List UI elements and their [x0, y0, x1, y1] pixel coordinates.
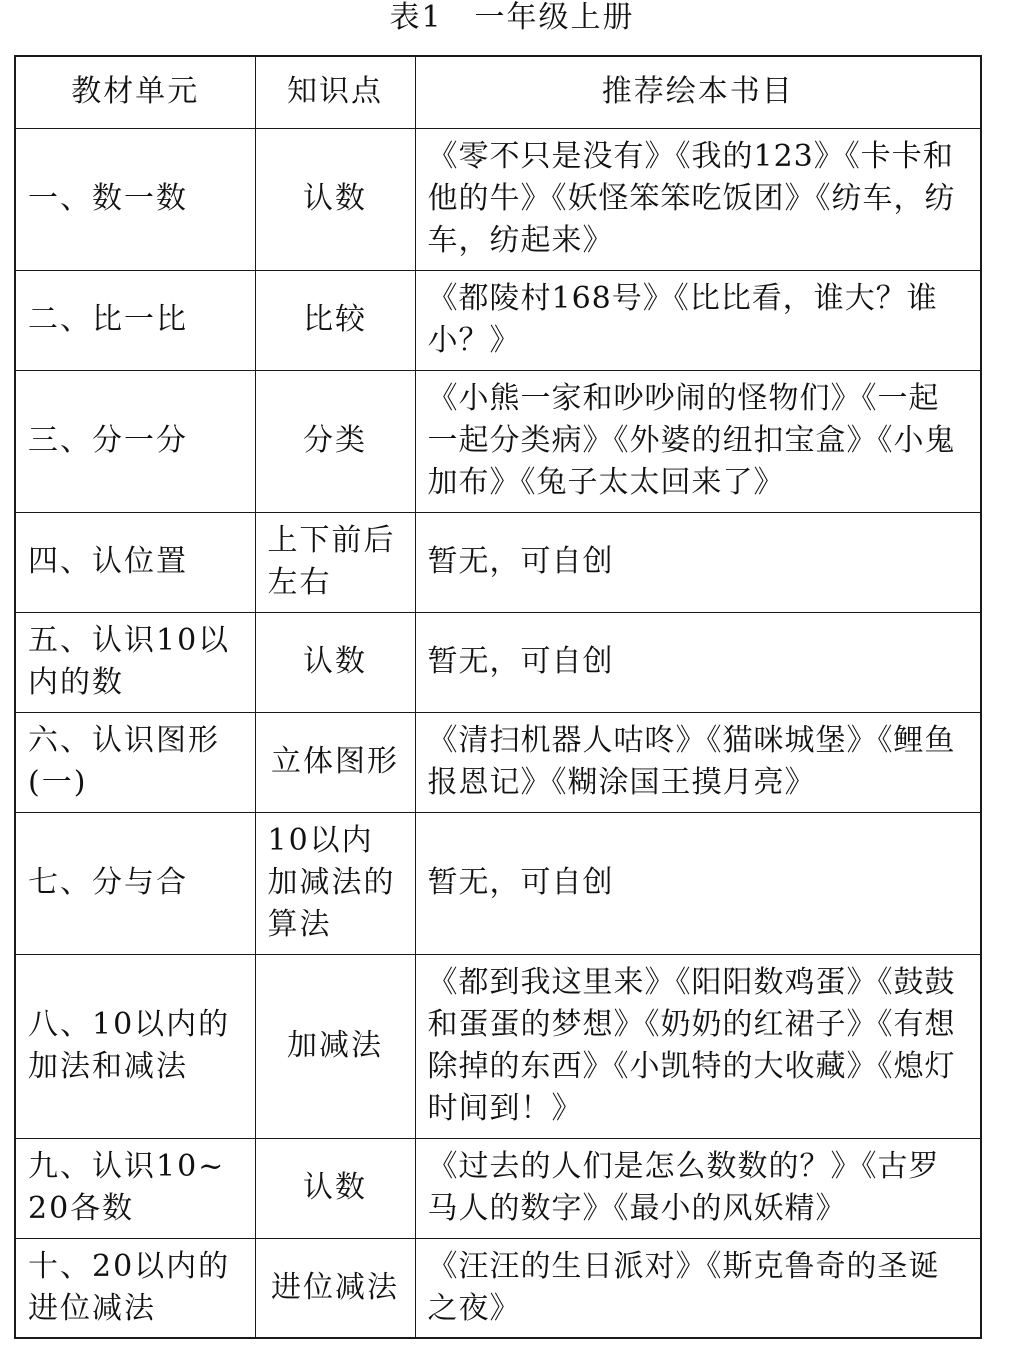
header-row: [15, 56, 981, 128]
unit-cell: 五、认识10以内的数: [15, 612, 255, 712]
point-cell: 上下前后左右: [255, 512, 415, 612]
unit-cell: 一、数一数: [15, 128, 255, 270]
unit-cell: 七、分与合: [15, 812, 255, 954]
books-cell: 《小熊一家和吵吵闹的怪物们》《一起一起分类病》《外婆的纽扣宝盒》《小鬼加布》《兔子太太回来了》: [415, 370, 981, 512]
point-cell: 比较: [255, 270, 415, 370]
point-cell: 立体图形: [255, 712, 415, 812]
point-cell: 10以内加减法的算法: [255, 812, 415, 954]
point-cell: 认数: [255, 1138, 415, 1238]
table-row: [15, 954, 981, 1138]
books-cell: 《零不只是没有》《我的123》《卡卡和他的牛》《妖怪笨笨吃饭团》《纺车，纺车，纺起来》: [415, 128, 981, 270]
table-row: [15, 1138, 981, 1238]
books-cell: 《清扫机器人咕咚》《猫咪城堡》《鲤鱼报恩记》《糊涂国王摸月亮》: [415, 712, 981, 812]
table-row: [15, 270, 981, 370]
unit-cell: 三、分一分: [15, 370, 255, 512]
unit-cell: 六、认识图形(一): [15, 712, 255, 812]
point-cell: 认数: [255, 612, 415, 712]
unit-cell: 八、10以内的加法和减法: [15, 954, 255, 1138]
books-cell: 暂无，可自创: [415, 812, 981, 954]
books-cell: 《汪汪的生日派对》《斯克鲁奇的圣诞之夜》: [415, 1238, 981, 1338]
table-row: [15, 370, 981, 512]
table-row: [15, 1238, 981, 1338]
books-cell: 暂无，可自创: [415, 612, 981, 712]
table-row: [15, 812, 981, 954]
books-cell: 暂无，可自创: [415, 512, 981, 612]
table-caption: 表1 一年级上册: [389, 0, 635, 35]
table-row: [15, 512, 981, 612]
point-cell: 进位减法: [255, 1238, 415, 1338]
point-cell: 加减法: [255, 954, 415, 1138]
header-point: 知识点: [255, 56, 415, 128]
table-row: [15, 128, 981, 270]
header-unit: 教材单元: [15, 56, 255, 128]
point-cell: 认数: [255, 128, 415, 270]
point-cell: 分类: [255, 370, 415, 512]
books-cell: 《都陵村168号》《比比看，谁大？谁小？》: [415, 270, 981, 370]
books-cell: 《都到我这里来》《阳阳数鸡蛋》《鼓鼓和蛋蛋的梦想》《奶奶的红裙子》《有想除掉的东西》《小凯特的大收藏》《熄灯时间到！》: [415, 954, 981, 1138]
header-books: 推荐绘本书目: [415, 56, 981, 128]
unit-cell: 二、比一比: [15, 270, 255, 370]
books-cell: 《过去的人们是怎么数数的？》《古罗马人的数字》《最小的风妖精》: [415, 1138, 981, 1238]
unit-cell: 十、20以内的进位减法: [15, 1238, 255, 1338]
picture-book-table: [14, 55, 982, 1339]
table-row: [15, 712, 981, 812]
table-row: [15, 612, 981, 712]
unit-cell: 九、认识10~20各数: [15, 1138, 255, 1238]
unit-cell: 四、认位置: [15, 512, 255, 612]
